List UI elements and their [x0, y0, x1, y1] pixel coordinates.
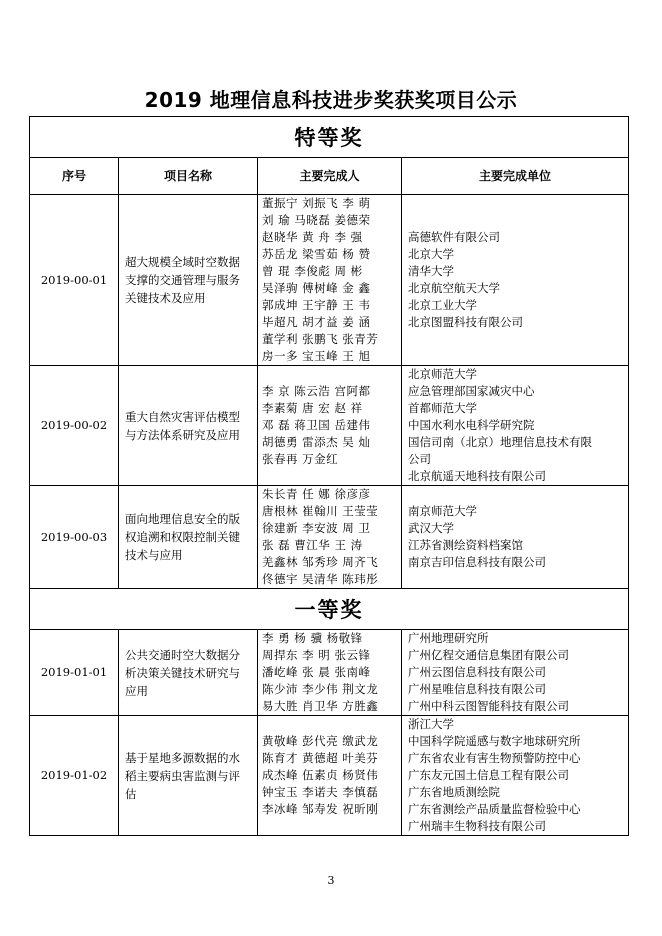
project-persons	[258, 716, 402, 836]
project-id: 2019-01-02	[30, 716, 119, 836]
table-row	[30, 630, 629, 716]
person-line: 李 京 陈云浩 宫阿都	[262, 384, 371, 398]
person-line: 赵晓华 黄 舟 李 强	[262, 230, 363, 244]
column-header-units: 主要完成单位	[402, 158, 629, 195]
project-persons	[258, 366, 402, 486]
project-id: 2019-00-03	[30, 486, 119, 589]
project-name: 公共交通时空大数据分析决策关键技术研究与应用	[119, 630, 258, 716]
unit-line: 应急管理部国家减灾中心	[408, 384, 535, 398]
person-line: 李冰峰 邹寿发 祝昕刚	[262, 802, 379, 816]
table-row	[30, 486, 629, 589]
person-line: 吴泽驹 傅树峰 金 鑫	[262, 281, 371, 295]
project-units	[402, 716, 629, 836]
person-line: 刘 瑜 马晓磊 姜德荣	[262, 213, 371, 227]
person-line: 张春再 万金红	[262, 452, 339, 466]
award-level-heading: 一等奖	[30, 589, 629, 630]
unit-line: 广州星唯信息科技有限公司	[408, 682, 546, 696]
unit-line: 南京吉印信息科技有限公司	[408, 555, 546, 569]
table-row	[30, 716, 629, 836]
column-header-id: 序号	[30, 158, 119, 195]
unit-line: 北京工业大学	[408, 298, 477, 312]
person-line: 唐根林 崔翰川 王莹莹	[262, 504, 379, 518]
unit-line: 公司	[408, 452, 431, 466]
project-persons	[258, 195, 402, 366]
person-line: 苏岳龙 梁雪茹 杨 赞	[262, 247, 371, 261]
unit-line: 北京师范大学	[408, 367, 477, 381]
person-line: 张 磊 曹江华 王 涛	[262, 538, 363, 552]
person-line: 徐建新 李安波 周 卫	[262, 521, 371, 535]
award-section-row	[30, 589, 629, 630]
project-persons	[258, 486, 402, 589]
person-line: 潘屹峰 张 晨 张南峰	[262, 665, 371, 679]
unit-line: 中国科学院遥感与数字地球研究所	[408, 734, 581, 748]
project-units	[402, 366, 629, 486]
table-row	[30, 366, 629, 486]
project-units	[402, 486, 629, 589]
award-level-heading: 特等奖	[30, 117, 629, 158]
page-number: 3	[327, 874, 335, 887]
unit-line: 首都师范大学	[408, 401, 477, 415]
unit-line: 广东省地质测绘院	[408, 785, 500, 799]
unit-line: 广东省测绘产品质量监督检验中心	[408, 802, 581, 816]
person-line: 成杰峰 伍素贞 杨贤伟	[262, 768, 379, 782]
person-line: 曾 琨 李俊彪 周 彬	[262, 264, 363, 278]
column-header-name: 项目名称	[119, 158, 258, 195]
project-id: 2019-00-01	[30, 195, 119, 366]
unit-line: 广东友元国土信息工程有限公司	[408, 768, 569, 782]
project-name: 超大规模全域时空数据支撑的交通管理与服务关键技术及应用	[119, 195, 258, 366]
person-line: 房一多 宝玉峰 王 旭	[262, 349, 371, 363]
person-line: 毕超凡 胡才益 姜 涵	[262, 315, 371, 329]
unit-line: 北京航遥天地科技有限公司	[408, 469, 546, 483]
person-line: 郭成坤 王宇静 王 韦	[262, 298, 371, 312]
person-line: 邓 磊 蒋卫国 岳建伟	[262, 418, 371, 432]
unit-line: 武汉大学	[408, 521, 454, 535]
unit-line: 南京师范大学	[408, 504, 477, 518]
unit-line: 广东省农业有害生物预警防控中心	[408, 751, 581, 765]
unit-line: 广州云图信息科技有限公司	[408, 665, 546, 679]
person-line: 陈少沛 李少伟 荆文龙	[262, 682, 379, 696]
project-name: 面向地理信息安全的版权追溯和权限控制关键技术与应用	[119, 486, 258, 589]
person-line: 易大胜 肖卫华 方胜鑫	[262, 699, 379, 713]
project-id: 2019-00-02	[30, 366, 119, 486]
unit-line: 中国水利水电科学研究院	[408, 418, 535, 432]
person-line: 董学利 张鹏飞 张青芳	[262, 332, 379, 346]
person-line: 黄敬峰 彭代亮 缴武龙	[262, 734, 379, 748]
table-header-row	[30, 158, 629, 195]
page-title: 2019 地理信息科技进步奖获奖项目公示	[144, 88, 518, 112]
unit-line: 国信司南（北京）地理信息技术有限	[408, 435, 592, 449]
unit-line: 江苏省测绘资料档案馆	[408, 538, 523, 552]
unit-line: 广州地理研究所	[408, 631, 489, 645]
person-line: 佟德宇 吴清华 陈玮彤	[262, 572, 379, 586]
unit-line: 北京航空航天大学	[408, 281, 500, 295]
unit-line: 广州中科云图智能科技有限公司	[408, 699, 569, 713]
person-line: 陈育才 黄德超 叶美芬	[262, 751, 379, 765]
award-section-row	[30, 117, 629, 158]
column-header-persons: 主要完成人	[258, 158, 402, 195]
unit-line: 广州瑞丰生物科技有限公司	[408, 819, 546, 833]
unit-line: 广州亿程交通信息集团有限公司	[408, 648, 569, 662]
person-line: 李 勇 杨 骥 杨敬锋	[262, 631, 363, 645]
unit-line: 清华大学	[408, 264, 454, 278]
project-units	[402, 630, 629, 716]
unit-line: 北京大学	[408, 247, 454, 261]
person-line: 董振宁 刘振飞 李 萌	[262, 196, 371, 210]
table-row	[30, 195, 629, 366]
person-line: 钟宝玉 李诺夫 李慎磊	[262, 785, 379, 799]
unit-line: 北京图盟科技有限公司	[408, 315, 523, 329]
project-units	[402, 195, 629, 366]
project-persons	[258, 630, 402, 716]
awards-table	[29, 116, 629, 836]
project-name: 基于星地多源数据的水稻主要病虫害监测与评估	[119, 716, 258, 836]
person-line: 朱长青 任 娜 徐彦彦	[262, 487, 371, 501]
project-id: 2019-01-01	[30, 630, 119, 716]
person-line: 李素菊 唐 宏 赵 祥	[262, 401, 363, 415]
person-line: 胡德勇 雷添杰 吴 灿	[262, 435, 371, 449]
person-line: 周捍东 李 明 张云锋	[262, 648, 371, 662]
unit-line: 浙江大学	[408, 717, 454, 731]
person-line: 羌鑫林 邹秀珍 周齐飞	[262, 555, 379, 569]
unit-line: 高德软件有限公司	[408, 230, 500, 244]
project-name: 重大自然灾害评估模型与方法体系研究及应用	[119, 366, 258, 486]
